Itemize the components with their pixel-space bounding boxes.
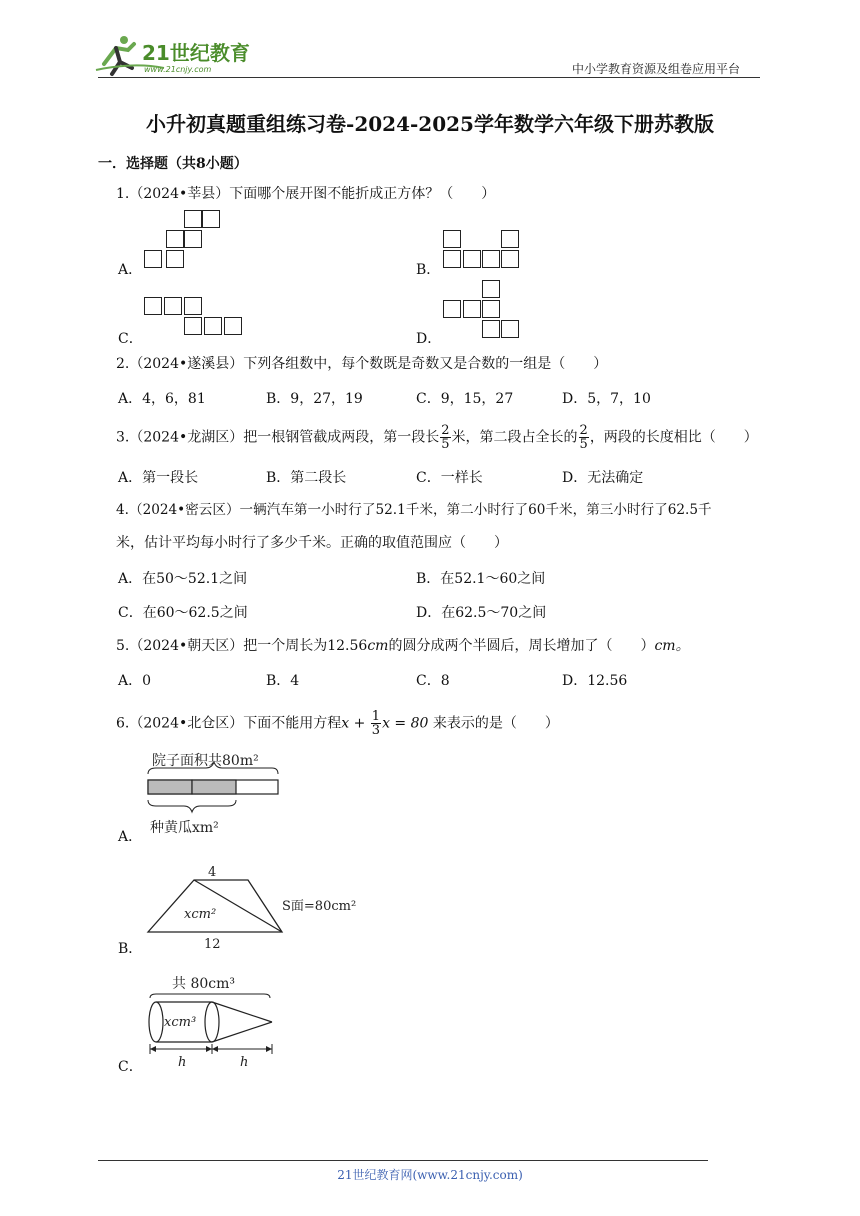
q3-fraction-2: $\frac{2}{5}$ [579, 423, 588, 452]
logo-url: www.21cnjy.com [144, 65, 212, 74]
footer-divider [98, 1160, 708, 1161]
q1-option-b-label: B． [416, 262, 441, 278]
question-4-stem-line-2: 米，估计平均每小时行了多少千米。正确的取值范围应（ ） [116, 535, 508, 551]
svg-text:4: 4 [208, 865, 217, 880]
q4-option-c: C．在60～62.5之间 [118, 605, 248, 621]
q1-option-b-net [443, 230, 523, 272]
q1-option-a-net [144, 210, 224, 272]
q6-option-b-label: B． [118, 941, 143, 957]
q6-figure-a [146, 748, 286, 838]
q6-option-c-label: C． [118, 1059, 143, 1075]
q4-option-a: A．在50～52.1之间 [118, 571, 248, 587]
q6-figure-b [146, 862, 366, 952]
svg-text:院子面积共80m²: 院子面积共80m² [152, 753, 259, 769]
q1-option-d-net [443, 280, 523, 340]
header-divider [98, 77, 760, 78]
q2-option-a: A．4，6，81 [118, 391, 206, 407]
q6-fraction: $\frac{1}{3}$ [371, 709, 381, 738]
q1-option-a-label: A． [118, 262, 143, 278]
logo-text: 21世纪教育 [142, 41, 250, 65]
q5-option-d: D．12.56 [562, 673, 628, 689]
svg-text:种黄瓜xm²: 种黄瓜xm² [150, 820, 219, 836]
q6-option-a-label: A． [118, 829, 143, 845]
page-title: 小升初真题重组练习卷-2024-2025学年数学六年级下册苏教版 [146, 112, 714, 136]
svg-text:xcm²: xcm² [184, 907, 217, 922]
q3-option-b: B．第二段长 [266, 470, 347, 486]
header-right-text: 中小学教育资源及组卷应用平台 [572, 62, 741, 76]
q2-option-d: D．5，7，10 [562, 391, 651, 407]
q1-option-c-label: C． [118, 331, 143, 347]
q2-option-c: C．9，15，27 [416, 391, 514, 407]
q3-fraction-1: $\frac{2}{5}$ [441, 423, 450, 452]
question-2-stem: 2.（2024•遂溪县）下列各组数中，每个数既是奇数又是合数的一组是（ ） [116, 356, 608, 372]
q1-option-d-label: D． [416, 331, 442, 347]
q5-option-a: A．0 [118, 673, 152, 689]
logo [94, 34, 264, 78]
question-4-stem-line-1: 4.（2024•密云区）一辆汽车第一小时行了52.1千米，第二小时行了60千米，第三小时行了62.5千 [116, 502, 712, 518]
q1-option-c-net [144, 297, 244, 339]
svg-text:xcm³: xcm³ [164, 1015, 197, 1030]
q4-option-d: D．在62.5～70之间 [416, 605, 547, 621]
q5-option-b: B．4 [266, 673, 300, 689]
svg-text:h: h [178, 1055, 187, 1070]
q2-option-b: B．9，27，19 [266, 391, 363, 407]
q4-option-b: B．在52.1～60之间 [416, 571, 546, 587]
question-1-stem: 1.（2024•莘县）下面哪个展开图不能折成正方体？（ ） [116, 186, 496, 202]
svg-text:12: 12 [204, 937, 221, 952]
question-5-stem: 5.（2024•朝天区）把一个周长为12.56cm的圆分成两个半圆后，周长增加了（ ）cm。 [116, 638, 690, 654]
question-6-stem: 6.（2024•北仓区）下面不能用方程x + $\frac{1}{3}$ x = 80 来表示的是（ ） [116, 709, 559, 738]
q3-option-d: D．无法确定 [562, 470, 644, 486]
footer-text: 21世纪教育网(www.21cnjy.com) [337, 1168, 523, 1182]
svg-text:S面=80cm²: S面=80cm² [282, 899, 357, 914]
svg-text:h: h [240, 1055, 249, 1070]
q3-option-c: C．一样长 [416, 470, 483, 486]
q3-option-a: A．第一段长 [118, 470, 199, 486]
question-3-stem: 3.（2024•龙湖区）把一根钢管截成两段，第一段长 $\frac{2}{5}$ 米，第二段占全长的 $\frac{2}{5}$ ，两段的长度相比（ ） [116, 423, 758, 452]
section-heading: 一．选择题（共8小题） [98, 156, 248, 172]
q5-option-c: C．8 [416, 673, 450, 689]
svg-text:共 80cm³: 共 80cm³ [172, 976, 235, 992]
q6-figure-c [146, 972, 286, 1072]
